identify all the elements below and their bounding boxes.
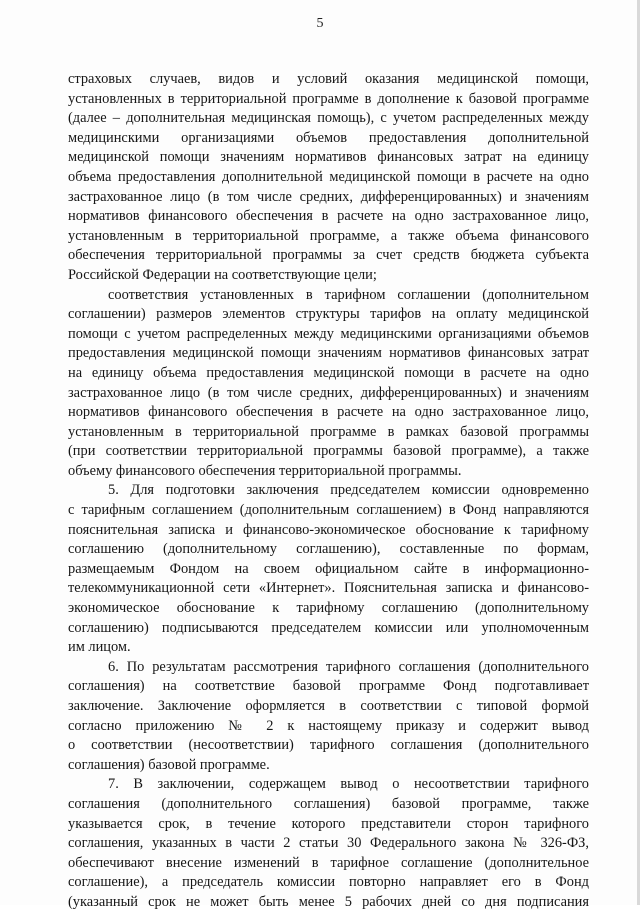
text-line: (при соответствии территориальной программы базовой программе), а также: [68, 443, 589, 460]
text-line: с тарифным соглашением (дополнительным соглашением) в Фонд направляются: [68, 502, 589, 519]
text-line: (указанный срок не может быть менее 5 рабочих дней со дня подписания: [68, 893, 589, 910]
text-line: застрахованное лицо (в том числе средних, дифференцированных) и значениям: [68, 384, 589, 401]
text-line: страховых случаев, видов и условий оказания медицинской помощи,: [68, 71, 589, 87]
text-line: пояснительная записка и финансово-экономическое обоснование к тарифному: [68, 521, 589, 538]
text-line: медицинскими организациями объемов предоставления дополнительной: [68, 129, 589, 146]
text-line: установленным в территориальной программе, а также объема финансового: [68, 227, 589, 244]
text-line: размещаемым Фондом на своем официальном сайте в информационно-: [68, 560, 589, 577]
text-line: соответствия установленных в тарифном соглашении (дополнительном: [108, 286, 589, 303]
text-line: соглашению (дополнительному соглашению), составленные по формам,: [68, 541, 589, 558]
document-text-body: [68, 70, 589, 913]
text-line: 5. Для подготовки заключения председателем комиссии одновременно: [108, 482, 589, 499]
text-line: согласно приложению № 2 к настоящему приказу и содержит вывод: [68, 717, 589, 734]
text-line: нормативов финансового обеспечения в расчете на одно застрахованное лицо,: [68, 208, 589, 225]
text-line: нормативов финансового обеспечения в расчете на одно застрахованное лицо,: [68, 404, 589, 421]
text-line: соглашения) на соответствие базовой программе Фонд подготавливает: [68, 678, 589, 695]
text-line: объему финансового обеспечения территориальной программы.: [68, 462, 462, 479]
text-line: соглашение), а председатель комиссии повторно направляет его в Фонд: [68, 874, 589, 891]
text-line: соглашению) подписываются председателем комиссии или уполномоченным: [68, 619, 589, 636]
text-line: предоставления медицинской помощи значениям нормативов финансовых затрат: [68, 345, 589, 362]
text-line: (далее – дополнительная медицинская помощь), с учетом распределенных между: [68, 110, 589, 127]
text-line: соглашения (дополнительного соглашения) базовой программе, также: [68, 795, 589, 812]
text-line: установленным в территориальной программе в рамках базовой программы: [68, 423, 589, 440]
text-line: экономическое обоснование к тарифному соглашению (дополнительному: [68, 600, 589, 617]
text-line: о соответствии (несоответствии) тарифного соглашения (дополнительного: [68, 737, 589, 754]
page-number: 5: [316, 16, 324, 31]
text-line: на единицу объема предоставления медицинской помощи в расчете на одно: [68, 364, 589, 381]
text-line: застрахованное лицо (в том числе средних, дифференцированных) и значениям: [68, 188, 589, 205]
text-line: Российской Федерации на соответствующие цели;: [68, 266, 377, 283]
text-line: помощи с учетом распределенных между медицинскими организациями объемов: [68, 325, 589, 342]
text-line: установленных в территориальной программе в дополнение к базовой программе: [68, 90, 589, 107]
text-line: медицинской помощи значениям нормативов финансовых затрат на единицу: [68, 149, 589, 166]
text-line: 7. В заключении, содержащем вывод о несоответствии тарифного: [108, 776, 589, 793]
text-line: указывается срок, в течение которого представители сторон тарифного: [68, 815, 589, 832]
text-line: им лицом.: [68, 639, 131, 656]
text-line: соглашении) размеров элементов структуры тарифов на оплату медицинской: [68, 306, 589, 323]
text-line: соглашения, указанных в части 2 статьи 30 Федерального закона № 326-ФЗ,: [68, 835, 589, 852]
text-line: соглашения) базовой программе.: [68, 756, 270, 773]
text-line: 6. По результатам рассмотрения тарифного соглашения (дополнительного: [108, 658, 589, 675]
text-line: обеспечения территориальной программы за счет средств бюджета субъекта: [68, 247, 589, 264]
text-line: телекоммуникационной сети «Интернет». Пояснительная записка и финансово-: [68, 580, 589, 597]
text-line: обеспечивают внесение изменений в тарифное соглашение (дополнительное: [68, 854, 589, 871]
text-line: заключение. Заключение оформляется в соответствии с типовой формой: [68, 698, 589, 714]
text-line: объема предоставления дополнительной медицинской помощи в расчете на одно: [68, 168, 589, 185]
